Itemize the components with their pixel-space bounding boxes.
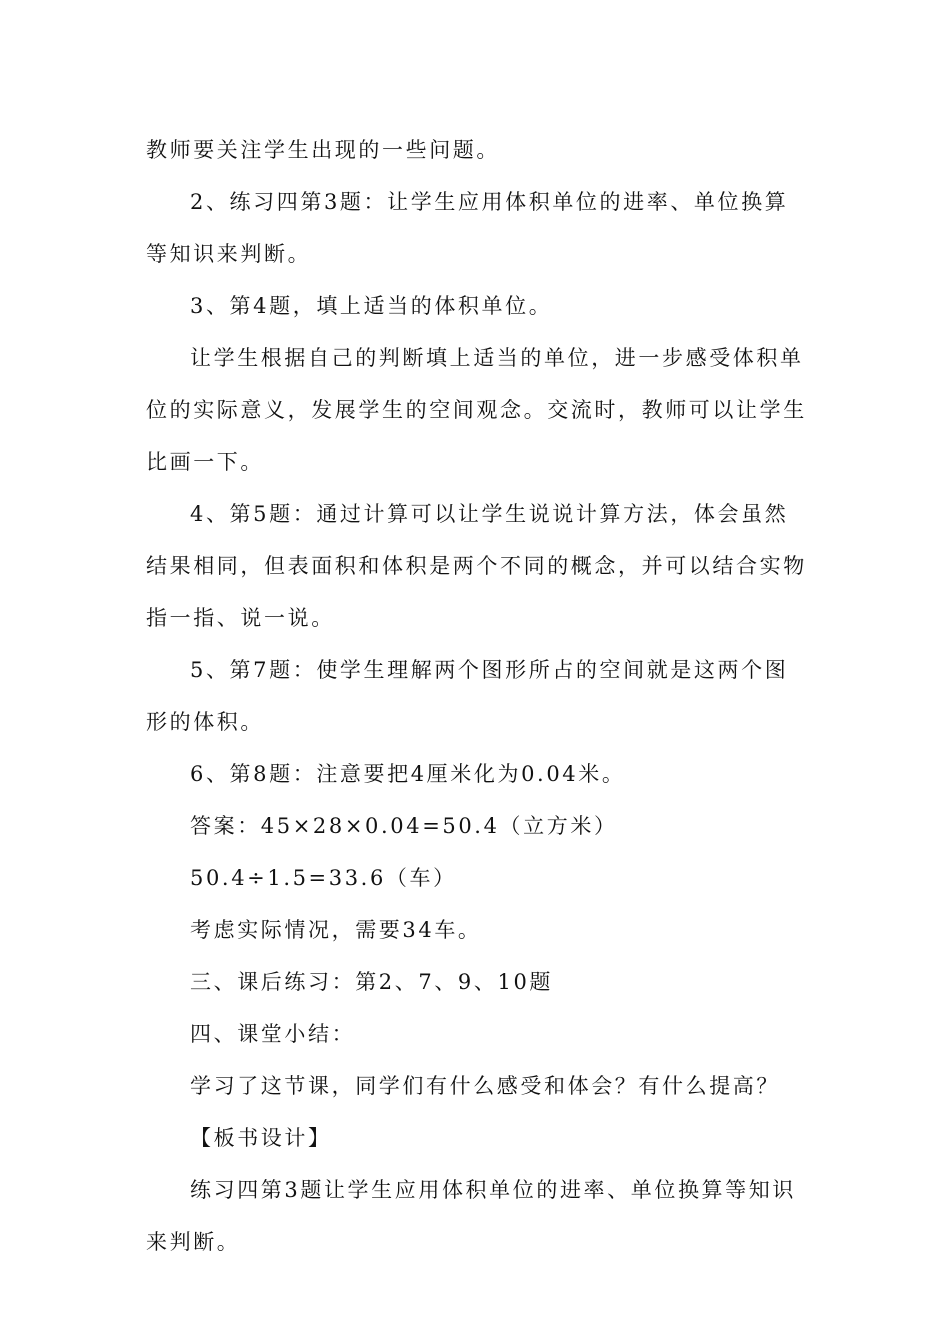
paragraph-exercise-3-detail: 让学生根据自己的判断填上适当的单位，进一步感受体积单位的实际意义，发展学生的空间观念。交流时，教师可以让学生比画一下。 xyxy=(146,346,807,474)
paragraph-exercise-4: 4、第5题：通过计算可以让学生说说计算方法，体会虽然结果相同，但表面积和体积是两个不同的概念，并可以结合实物指一指、说一说。 xyxy=(146,502,807,630)
paragraph-exercise-5: 5、第7题：使学生理解两个图形所占的空间就是这两个图形的体积。 xyxy=(146,658,789,734)
section-homework: 三、课后练习：第2、7、9、10题 xyxy=(190,970,554,994)
paragraph-summary-question: 学习了这节课，同学们有什么感受和体会？有什么提高？ xyxy=(190,1074,780,1098)
paragraph-answer: 答案：45×28×0.04=50.4（立方米） xyxy=(190,814,618,838)
paragraph-board-content: 练习四第3题让学生应用体积单位的进率、单位换算等知识来判断。 xyxy=(146,1178,796,1254)
paragraph-conclusion: 考虑实际情况，需要34车。 xyxy=(190,918,482,942)
section-summary: 四、课堂小结： xyxy=(190,1022,356,1046)
paragraph-exercise-3: 3、第4题，填上适当的体积单位。 xyxy=(190,294,553,318)
paragraph-teacher-attention: 教师要关注学生出现的一些问题。 xyxy=(146,138,500,162)
paragraph-exercise-6: 6、第8题：注意要把4厘米化为0.04米。 xyxy=(190,762,626,786)
section-board-design: 【板书设计】 xyxy=(190,1126,332,1150)
paragraph-calculation: 50.4÷1.5=33.6（车） xyxy=(190,866,457,890)
paragraph-exercise-2: 2、练习四第3题：让学生应用体积单位的进率、单位换算等知识来判断。 xyxy=(146,190,789,266)
